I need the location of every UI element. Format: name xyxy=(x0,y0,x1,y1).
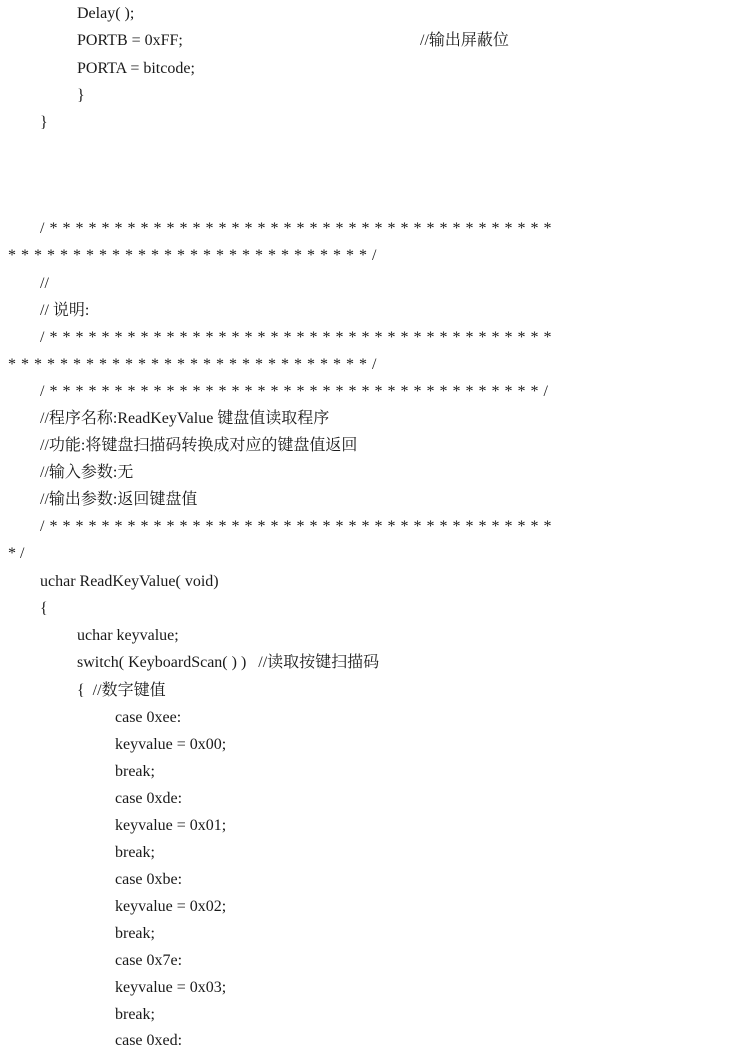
code-line: Delay( ); xyxy=(77,5,135,22)
comment-border: * * * * * * * * * * * * * * * * * * * * * * * * * * * * / xyxy=(8,356,377,373)
code-line: break; xyxy=(115,844,155,861)
code-line: break; xyxy=(115,763,155,780)
comment-border: / * * * * * * * * * * * * * * * * * * * * * * * * * * * * * * * * * * * * * * * xyxy=(40,329,552,346)
comment-border: / * * * * * * * * * * * * * * * * * * * * * * * * * * * * * * * * * * * * * * / xyxy=(40,383,549,400)
comment-line: // xyxy=(40,275,49,292)
code-line: PORTA = bitcode; xyxy=(77,60,195,77)
comment-line: //功能:将键盘扫描码转换成对应的键盘值返回 xyxy=(40,437,358,454)
code-line: break; xyxy=(115,1006,155,1023)
case-line: case 0xed: xyxy=(115,1032,183,1049)
case-line: case 0x7e: xyxy=(115,952,183,969)
comment-border: * * * * * * * * * * * * * * * * * * * * * * * * * * * * / xyxy=(8,247,377,264)
code-line: uchar keyvalue; xyxy=(77,627,179,644)
code-comment: //输出屏蔽位 xyxy=(420,32,509,49)
code-line: keyvalue = 0x02; xyxy=(115,898,227,915)
code-line: keyvalue = 0x00; xyxy=(115,736,227,753)
function-signature: uchar ReadKeyValue( void) xyxy=(40,573,219,590)
case-line: case 0xee: xyxy=(115,709,182,726)
code-line: keyvalue = 0x01; xyxy=(115,817,227,834)
case-line: case 0xde: xyxy=(115,790,183,807)
comment-line: //输入参数:无 xyxy=(40,464,134,481)
comment-line: //输出参数:返回键盘值 xyxy=(40,491,198,508)
opening-brace: { xyxy=(40,600,48,617)
code-line: keyvalue = 0x03; xyxy=(115,979,227,996)
code-line: break; xyxy=(115,925,155,942)
closing-brace: } xyxy=(40,114,48,131)
code-line: PORTB = 0xFF; xyxy=(77,32,183,49)
comment-border: / * * * * * * * * * * * * * * * * * * * * * * * * * * * * * * * * * * * * * * * xyxy=(40,220,552,237)
case-line: case 0xbe: xyxy=(115,871,183,888)
comment-border: * / xyxy=(8,545,25,562)
code-line: { //数字键值 xyxy=(77,682,166,699)
comment-line: //程序名称:ReadKeyValue 键盘值读取程序 xyxy=(40,410,330,427)
comment-border: / * * * * * * * * * * * * * * * * * * * * * * * * * * * * * * * * * * * * * * * xyxy=(40,518,552,535)
comment-line: // 说明: xyxy=(40,302,90,319)
closing-brace: } xyxy=(77,87,85,104)
code-line: switch( KeyboardScan( ) ) //读取按键扫描码 xyxy=(77,654,380,671)
